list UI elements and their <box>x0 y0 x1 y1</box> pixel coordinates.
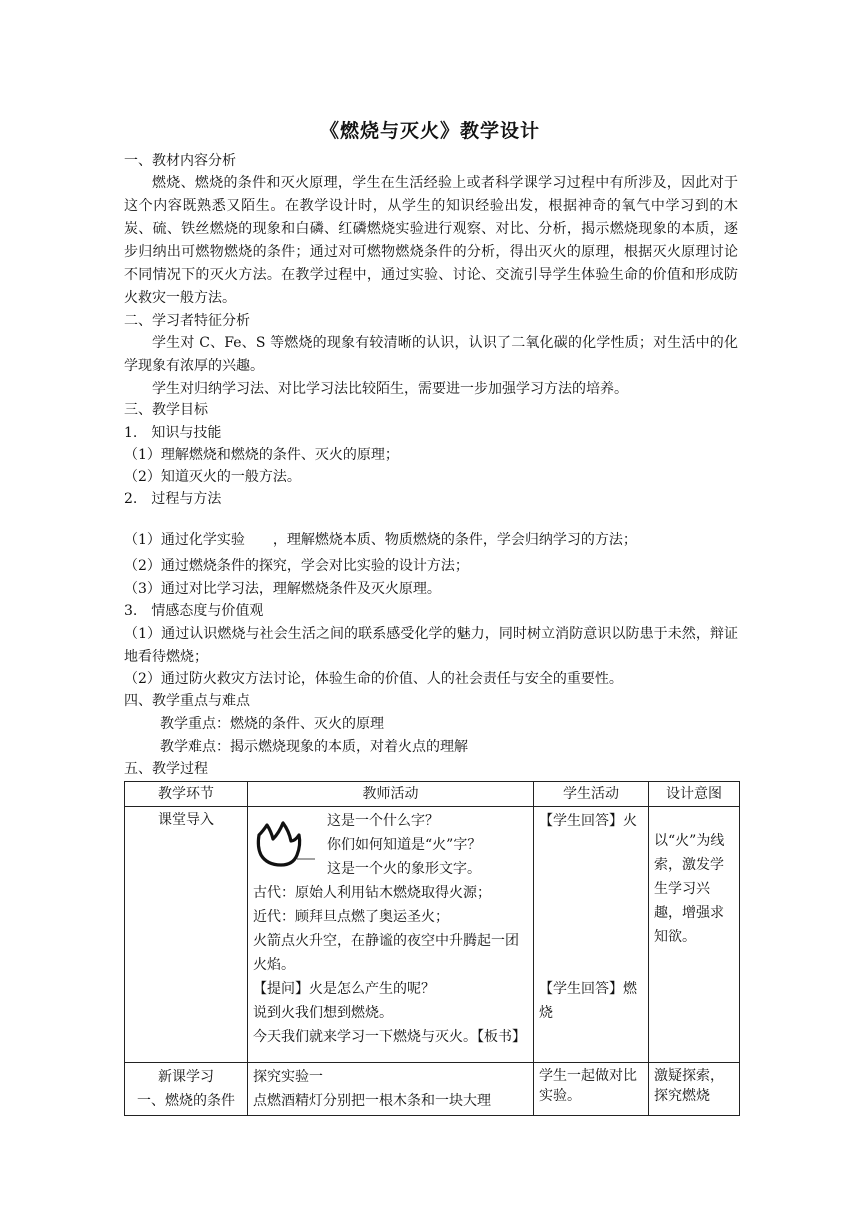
goal-1-item-2: （2）知道灭火的一般方法。 <box>124 469 301 485</box>
column-header-intent: 设计意图 <box>649 782 740 807</box>
student-answer-2: 【学生回答】燃烧 <box>539 981 637 1021</box>
goal-1-heading: 1. 知识与技能 <box>124 425 222 441</box>
teacher-line: 【提问】火是怎么产生的呢？ <box>253 981 435 997</box>
teacher-line: 探究实验一 <box>253 1069 323 1085</box>
goal-2-item-1: （1）通过化学实验 ，理解燃烧本质、物质燃烧的条件，学会归纳学习的方法； <box>124 532 637 548</box>
section-heading-5: 五、教学过程 <box>124 761 208 777</box>
goal-3-item-1: （1）通过认识燃烧与社会生活之间的联系感受化学的魅力，同时树立消防意识以防患于未然，辩证地看待燃烧； <box>124 626 738 665</box>
section-heading-3: 三、教学目标 <box>124 402 208 418</box>
teacher-line: 点燃酒精灯分别把一根木条和一块大理 <box>253 1093 491 1109</box>
teacher-activity-cell <box>248 807 534 1063</box>
goal-2-item-2: （2）通过燃烧条件的探究，学会对比实验的设计方法； <box>124 558 469 574</box>
design-intent-cell <box>649 807 740 1063</box>
teacher-line: 这是一个火的象形文字。 <box>327 861 481 877</box>
goal-2-item-3: （3）通过对比学习法，理解燃烧条件及灭火原理。 <box>124 581 441 597</box>
column-header-stage: 教学环节 <box>125 782 248 807</box>
design-intent-text: 以“火”为线索，激发学生学习兴趣，增强求知欲。 <box>654 833 725 945</box>
difficult-point: 教学难点：揭示燃烧现象的本质，对着火点的理解 <box>160 739 468 755</box>
goal-3-heading: 3. 情感态度与价值观 <box>124 603 264 619</box>
design-intent-cell: 激疑探索，探究燃烧 <box>649 1063 740 1116</box>
teaching-process-table <box>124 781 740 1116</box>
section-heading-2: 二、学习者特征分析 <box>124 313 250 329</box>
stage-line: 一、燃烧的条件 <box>137 1093 235 1109</box>
teacher-line: 这是一个什么字？ <box>327 813 439 829</box>
teacher-line: 你们如何知道是“火”字？ <box>327 837 482 853</box>
student-activity-cell: 学生一起做对比实验。 <box>534 1063 649 1116</box>
page-title: 《燃烧与灭火》教学设计 <box>319 120 540 142</box>
section-heading-1: 一、教材内容分析 <box>124 153 236 169</box>
section-1-paragraph: 燃烧、燃烧的条件和灭火原理，学生在生活经验上或者科学课学习过程中有所涉及，因此对于这个内容既熟悉又陌生。在教学设计时，从学生的知识经验出发，根据神奇的氧气中学习到的木炭、硫、铁丝燃烧的现象和白磷、红磷燃烧实验进行观察、对比、分析，揭示燃烧现象的本质，逐步归纳出可燃物燃烧的条件；通过对可燃物燃烧条件的分析，得出灭火的原理，根据灭火原理讨论不同情况下的灭火方法。在教学过程中，通过实验、讨论、交流引导学生体验生命的价值和形成防火救灾一般方法。 <box>124 175 738 306</box>
stage-cell <box>125 1063 248 1116</box>
stage-cell: 课堂导入 <box>125 807 248 1063</box>
section-2-paragraph-1: 学生对 C、Fe、S 等燃烧的现象有较清晰的认识，认识了二氧化碳的化学性质；对生活中的化学现象有浓厚的兴趣。 <box>124 335 738 374</box>
goal-2-heading: 2. 过程与方法 <box>124 491 222 507</box>
student-answer-1: 【学生回答】火 <box>539 813 637 829</box>
teacher-line: 火箭点火升空，在静谧的夜空中升腾起一团火焰。 <box>253 933 519 973</box>
fire-pictograph-icon <box>253 809 323 879</box>
table-header-row <box>125 782 740 807</box>
teacher-line: 近代：顾拜旦点燃了奥运圣火； <box>253 909 449 925</box>
teacher-line: 说到火我们想到燃烧。 <box>253 1005 393 1021</box>
teacher-line: 今天我们就来学习一下燃烧与灭火。【板书】 <box>253 1029 526 1045</box>
table-row <box>125 1063 740 1116</box>
column-header-student: 学生活动 <box>534 782 649 807</box>
teacher-line: 古代：原始人利用钻木燃烧取得火源； <box>253 885 491 901</box>
teacher-activity-cell <box>248 1063 534 1116</box>
stage-line: 新课学习 <box>158 1069 214 1085</box>
key-point: 教学重点：燃烧的条件、灭火的原理 <box>160 716 384 732</box>
table-row <box>125 807 740 1063</box>
student-activity-cell <box>534 807 649 1063</box>
goal-3-item-2: （2）通过防火救灾方法讨论，体验生命的价值、人的社会责任与安全的重要性。 <box>124 671 623 687</box>
column-header-teacher: 教师活动 <box>248 782 534 807</box>
section-2-paragraph-2: 学生对归纳学习法、对比学习法比较陌生，需要进一步加强学习方法的培养。 <box>152 381 628 397</box>
section-heading-4: 四、教学重点与难点 <box>124 693 250 709</box>
goal-1-item-1: （1）理解燃烧和燃烧的条件、灭火的原理； <box>124 447 399 463</box>
